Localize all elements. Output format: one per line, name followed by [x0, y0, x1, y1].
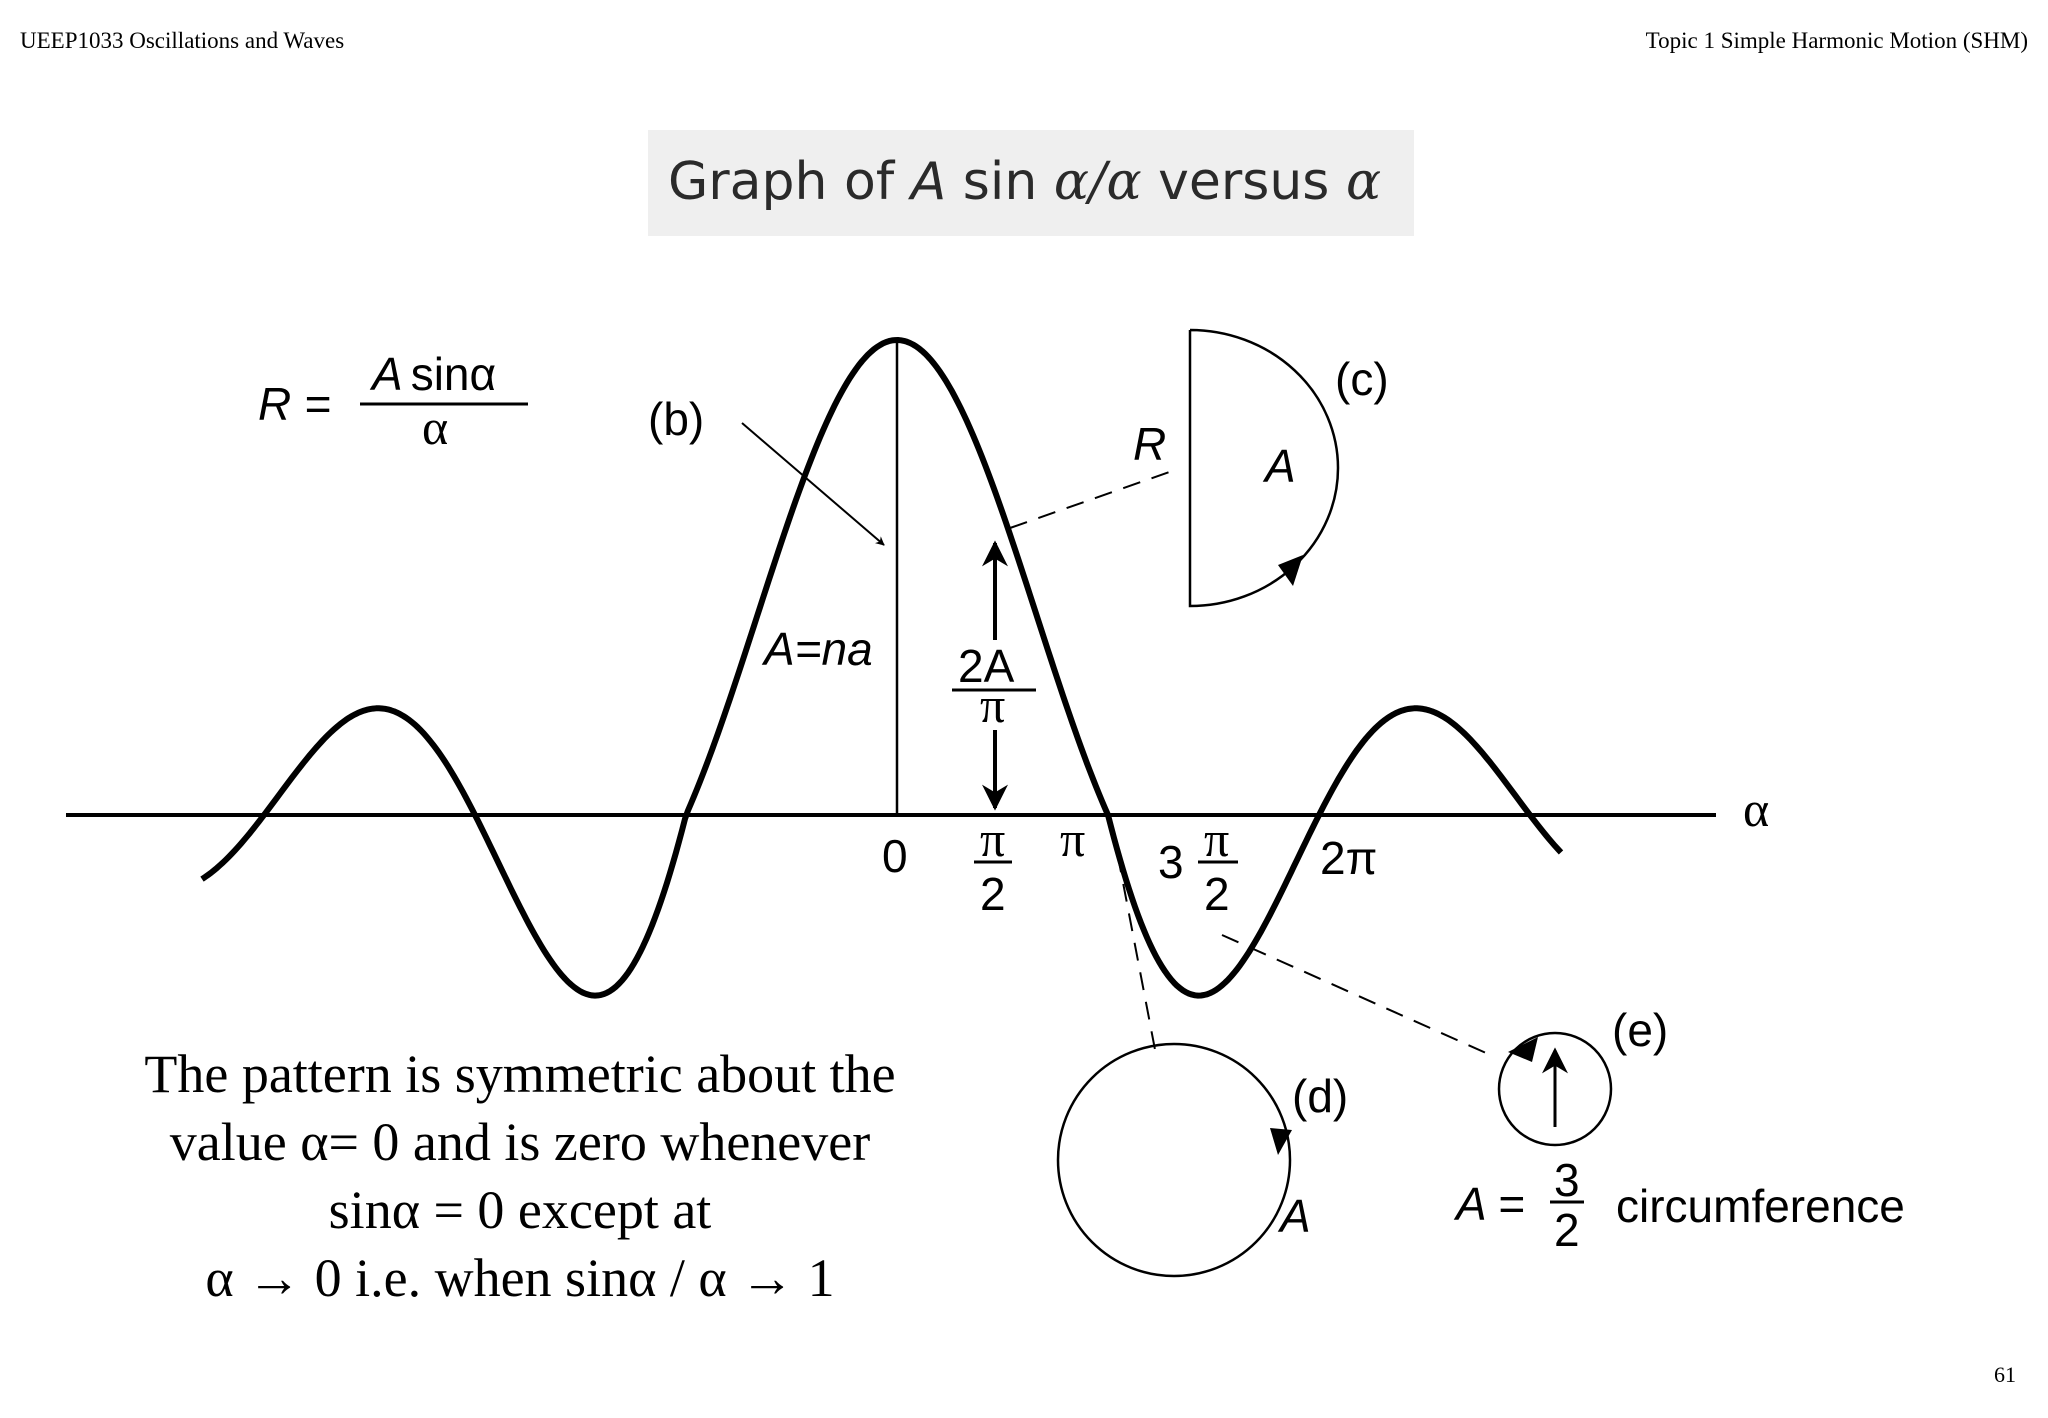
label-c: (c) [1335, 353, 1389, 405]
label-d: (d) [1292, 1070, 1349, 1122]
page-number: 61 [1994, 1362, 2016, 1387]
leader-e [1222, 935, 1495, 1057]
tick-0: 0 [882, 830, 908, 882]
formula-numerator: A sinα [372, 348, 497, 400]
phasor-full-circle [1058, 1044, 1290, 1276]
circ-den: 2 [1554, 1204, 1580, 1256]
description-line: The pattern is symmetric about the [144, 1044, 896, 1104]
header-course: UEEP1033 Oscillations and Waves [20, 28, 345, 53]
tick-pi2-den: 2 [980, 868, 1006, 920]
sinc-curve [202, 340, 1561, 996]
label-e: (e) [1612, 1004, 1669, 1056]
circ-lhs: A = [1456, 1178, 1525, 1230]
label-A-d: A [1280, 1190, 1311, 1242]
tick-3pi2-den: 2 [1204, 868, 1230, 920]
tick-3pi2-num: π [1204, 811, 1230, 867]
label-R: R [1133, 418, 1167, 470]
formula-lhs: R = [258, 378, 331, 430]
leader-c [1010, 470, 1175, 528]
slide-title: Graph of A sin α/α versus α [668, 152, 1382, 212]
circ-word: circumference [1616, 1180, 1905, 1232]
label-b: (b) [648, 393, 705, 445]
phasor-e-arrowhead [1508, 1037, 1538, 1062]
phasor-c-arrowhead [1278, 555, 1303, 586]
label-A-c: A [1265, 440, 1296, 492]
label-A-na: A=na [764, 623, 873, 675]
tick-pi2-num: π [980, 811, 1006, 867]
description-line: value α= 0 and is zero whenever [169, 1112, 871, 1172]
formula-denominator: α [422, 399, 449, 455]
label-pi-den: π [980, 677, 1006, 733]
tick-pi: π [1060, 811, 1086, 867]
circ-num: 3 [1554, 1154, 1580, 1206]
tick-2pi: 2π [1320, 832, 1378, 884]
description-text [60, 1040, 980, 1312]
axis-label-alpha: α [1743, 781, 1770, 837]
phasor-half-circle [1190, 330, 1338, 606]
b-pointer-arrow [742, 423, 884, 545]
description-line: sinα = 0 except at [328, 1180, 712, 1240]
header-topic: Topic 1 Simple Harmonic Motion (SHM) [1645, 28, 2028, 53]
description-line: α → 0 i.e. when sinα / α → 1 [205, 1248, 835, 1308]
label-2A: 2A [958, 640, 1015, 692]
tick-3: 3 [1158, 836, 1184, 888]
